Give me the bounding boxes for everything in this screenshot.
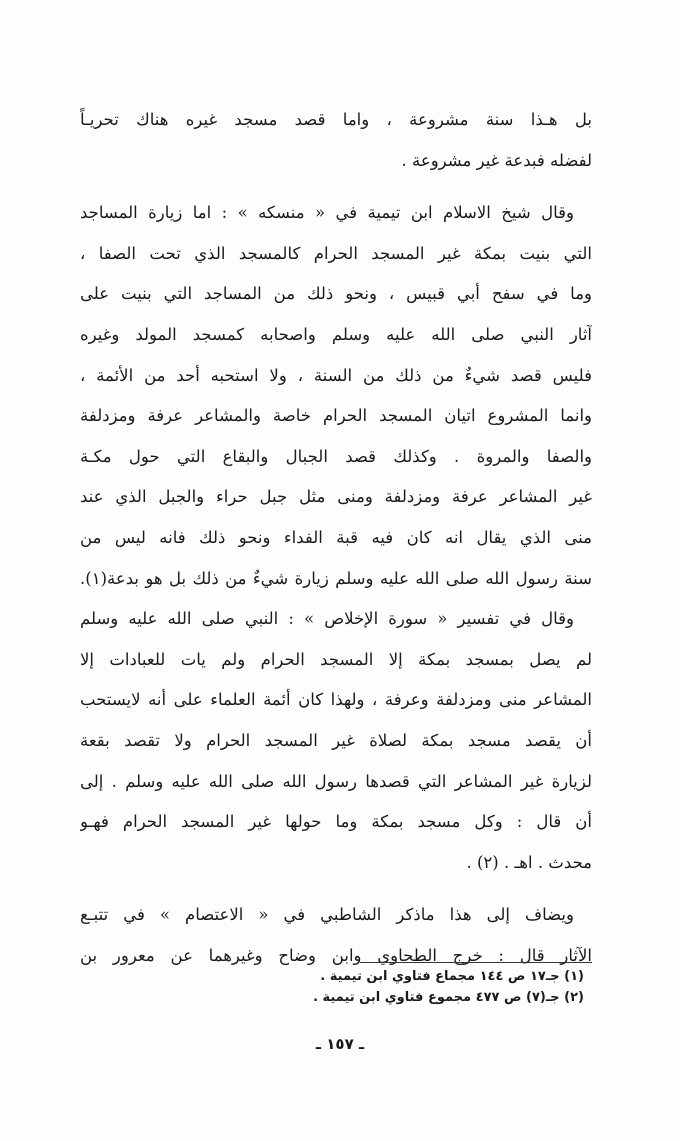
text-line: التي بنيت بمكة غير المسجد الحرام كالمسجد الذي تحت الصفا ،: [80, 243, 592, 263]
text-line: أن قال : وكل مسجد بمكة وما حولها غير المسجد الحرام فهـو: [80, 812, 592, 832]
footnote-2: (٢) جـ(٧) ص ٤٧٧ مجموع فتاوي ابن تيمية .: [313, 990, 584, 1005]
text-line: وقال شيخ الاسلام ابن تيمية في « منسكه » : اما زيارة المساجد: [80, 203, 574, 223]
text-line: وما في سفح أبي قبيس ، ونحو ذلك من المساجد التي بنيت على: [80, 284, 592, 304]
text-line: والصفا والمروة . وكذلك قصد الجبال والبقاع التي حول مكـة: [80, 446, 592, 466]
paragraph-4: [80, 895, 592, 976]
footnote-1: (١) جـ١٧ ص ١٤٤ مجماع فتاوي ابن تيمية .: [320, 969, 584, 984]
text-line: لفضله فبدعة غير مشروعة .: [401, 150, 592, 170]
body-text: [80, 100, 592, 976]
text-line: بل هـذا سنة مشروعة ، واما قصد مسجد غيره هناك تحريـاً: [80, 110, 592, 129]
text-line: سنة رسول الله صلى الله عليه وسلم زيارة شيءٌ من ذلك بل هو بدعة(١).: [80, 568, 592, 588]
paragraph-1: [80, 100, 592, 181]
text-line: ويضاف إلى هذا ماذكر الشاطبي في « الاعتصام » في تتبـع: [80, 905, 574, 925]
text-line: المشاعر منى ومزدلفة وعرفة ، ولهذا كان أئمة العلماء على أنه لايستحب: [80, 690, 592, 710]
text-line: فليس قصد شيءٌ من ذلك من السنة ، ولا استحبه أحد من الأئمة ،: [80, 365, 592, 385]
footnote-divider: [360, 962, 592, 963]
text-line: الآثار قال : خرج الطحاوي وابن وضاح وغيرهما عن معرور بن: [80, 945, 592, 965]
text-line: أن يقصد مسجد بمكة لصلاة غير المسجد الحرام ولا تقصد بقعة: [80, 730, 592, 750]
text-line: منى الذي يقال انه كان فيه قبة الفداء ونحو ذلك فانه ليس من: [80, 527, 592, 547]
page-number: ـ ١٥٧ ـ: [315, 1035, 365, 1053]
text-line: وقال في تفسير « سورة الإخلاص » : النبي صلى الله عليه وسلم: [80, 609, 574, 629]
paragraph-3: [80, 599, 592, 883]
footnotes: [240, 966, 592, 1008]
text-line: محدث . اهـ . (٢) .: [466, 852, 592, 872]
text-line: غير المشاعر عرفة ومزدلفة ومنى مثل جبل حراء والجبل الذي عند: [80, 487, 592, 507]
text-line: لزيارة غير المشاعر التي قصدها رسول الله صلى الله عليه وسلم . إلى: [80, 771, 592, 791]
text-line: لم يصل بمسجد بمكة إلا المسجد الحرام ولم يات للعبادات إلا: [80, 649, 592, 669]
text-line: آثار النبي صلى الله عليه وسلم واصحابه كمسجد المولد وغيره: [80, 324, 592, 344]
paragraph-2: [80, 193, 592, 599]
text-line: وانما المشروع اتيان المسجد الحرام خاصة والمشاعر عرفة ومزدلفة: [80, 406, 592, 426]
